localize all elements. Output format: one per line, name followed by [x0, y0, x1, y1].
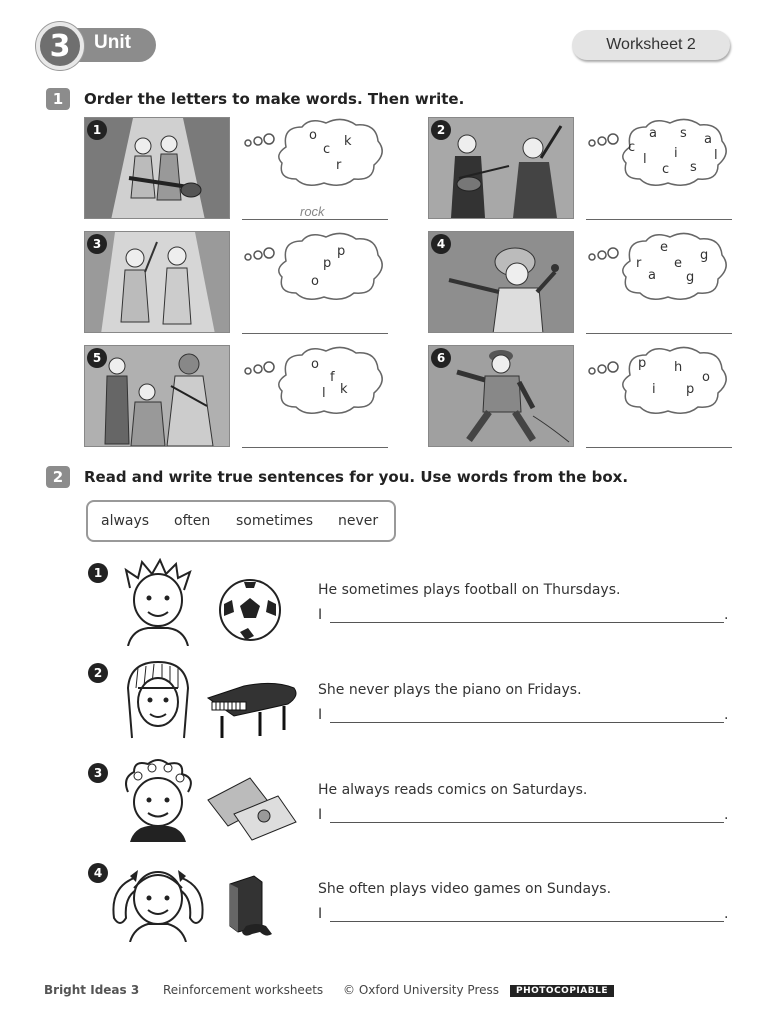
letter: l	[643, 152, 647, 167]
football-icon	[218, 578, 282, 642]
letter: g	[700, 248, 709, 263]
answer-line[interactable]	[586, 447, 732, 448]
footer-copyright: © Oxford University Press	[343, 983, 500, 997]
item-badge: 3	[87, 234, 107, 254]
thought-cloud	[586, 117, 734, 193]
letter: l	[322, 386, 326, 401]
answer-line[interactable]	[330, 722, 724, 723]
girl-face-illustration	[118, 658, 198, 746]
unit-number-badge: 3	[36, 22, 84, 70]
answer-line[interactable]	[242, 447, 388, 448]
answer-line[interactable]	[586, 219, 732, 220]
sentence: She often plays video games on Sundays.	[318, 881, 612, 897]
word-never: never	[338, 513, 379, 529]
word-often: often	[174, 513, 211, 529]
letter: s	[690, 160, 697, 175]
letter: a	[649, 126, 657, 141]
letter: a	[704, 132, 712, 147]
answer-prefix: I	[318, 707, 323, 723]
example-answer: rock	[300, 204, 325, 219]
exercise-1-instruction: Order the letters to make words. Then write.	[84, 90, 465, 108]
letter: r	[636, 256, 642, 271]
piano-icon	[204, 680, 300, 742]
answer-line[interactable]	[330, 921, 724, 922]
item-badge: 4	[431, 234, 451, 254]
item-badge: 5	[87, 348, 107, 368]
curly-haired-boy-illustration	[118, 758, 198, 842]
exercise-2-instruction: Read and write true sentences for you. Use words from the box.	[84, 468, 629, 486]
comics-icon	[204, 774, 298, 842]
footer-series: Reinforcement worksheets	[163, 983, 324, 997]
letter: h	[674, 360, 683, 375]
worksheet-label: Worksheet 2	[572, 30, 730, 60]
answer-end: .	[724, 607, 729, 623]
item-badge: 1	[87, 120, 107, 140]
answer-line[interactable]	[242, 219, 388, 220]
letter: g	[686, 270, 695, 285]
word-always: always	[101, 513, 150, 529]
letter: o	[311, 357, 319, 372]
letter: s	[680, 126, 687, 141]
letter: c	[662, 162, 670, 177]
letter: r	[336, 158, 342, 173]
exercise-2-number: 2	[46, 466, 70, 488]
letter: a	[648, 268, 656, 283]
thought-cloud	[242, 231, 390, 307]
item-badge: 2	[431, 120, 451, 140]
letter: c	[323, 142, 331, 157]
answer-prefix: I	[318, 807, 323, 823]
letter: k	[340, 382, 348, 397]
footer-brand: Bright Ideas 3	[44, 983, 140, 997]
unit-label: Unit	[94, 32, 131, 53]
letter: i	[674, 146, 678, 161]
letter: l	[714, 148, 718, 163]
sentence: He sometimes plays football on Thursdays.	[318, 582, 621, 598]
answer-prefix: I	[318, 906, 323, 922]
letter: o	[309, 128, 317, 143]
word-sometimes: sometimes	[236, 513, 314, 529]
thought-cloud	[586, 345, 734, 421]
answer-end: .	[724, 807, 729, 823]
item-badge: 3	[88, 763, 108, 783]
letter: e	[674, 256, 682, 271]
letter: o	[702, 370, 710, 385]
sentence: She never plays the piano on Fridays.	[318, 682, 582, 698]
letter: p	[323, 256, 332, 271]
answer-line[interactable]	[242, 333, 388, 334]
letter: p	[686, 382, 695, 397]
boy-face-illustration	[118, 558, 198, 646]
answer-end: .	[724, 707, 729, 723]
letter: f	[330, 370, 335, 385]
answer-line[interactable]	[586, 333, 732, 334]
letter: o	[311, 274, 319, 289]
answer-prefix: I	[318, 607, 323, 623]
photocopiable-stamp: PHOTOCOPIABLE	[510, 985, 614, 997]
exercise-1-number: 1	[46, 88, 70, 110]
answer-line[interactable]	[330, 822, 724, 823]
item-badge: 4	[88, 863, 108, 883]
pigtail-girl-illustration	[106, 858, 210, 942]
letter: i	[652, 382, 656, 397]
letter: p	[337, 244, 346, 259]
answer-line[interactable]	[330, 622, 724, 623]
letter: e	[660, 240, 668, 255]
letter: k	[344, 134, 352, 149]
item-badge: 6	[431, 348, 451, 368]
video-game-console-icon	[226, 874, 280, 940]
answer-end: .	[724, 906, 729, 922]
sentence: He always reads comics on Saturdays.	[318, 782, 588, 798]
item-badge: 2	[88, 663, 108, 683]
item-badge: 1	[88, 563, 108, 583]
letter: c	[628, 140, 636, 155]
letter: p	[638, 356, 647, 371]
